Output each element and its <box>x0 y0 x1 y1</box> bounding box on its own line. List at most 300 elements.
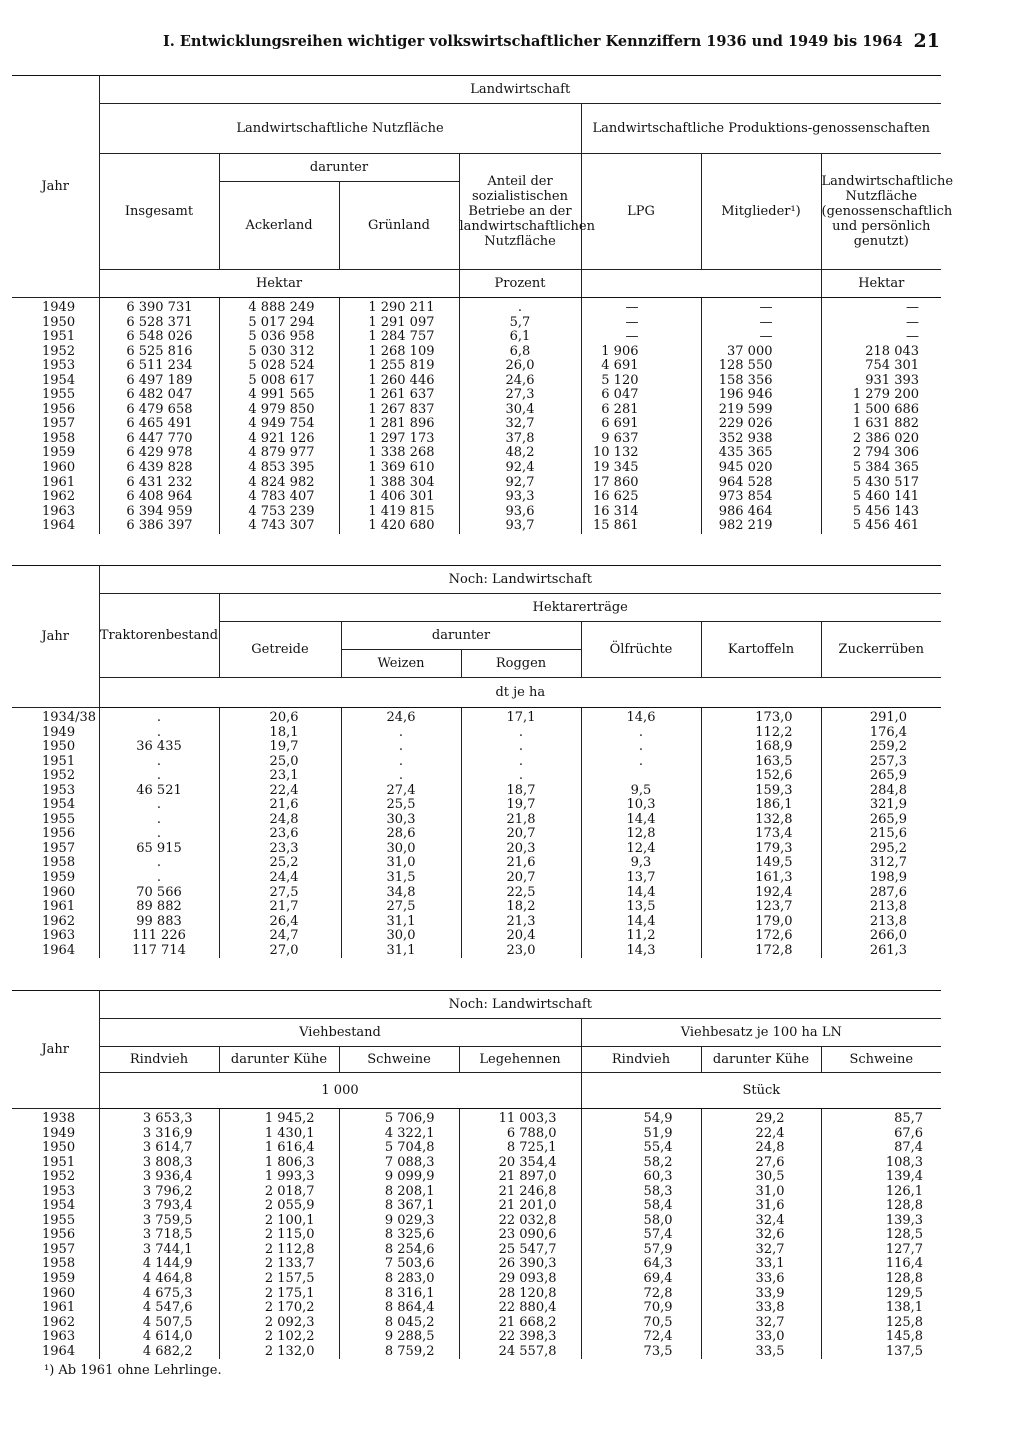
table-row <box>12 1185 941 1200</box>
table-cell: 5 430 517 <box>821 476 941 491</box>
row-year: 1950 <box>42 739 76 755</box>
table-cell: 179,3 <box>701 842 821 857</box>
row-year: 1960 <box>42 1285 76 1301</box>
table-cell: 1 993,3 <box>219 1170 339 1185</box>
table-cell: 18,7 <box>461 784 581 799</box>
table-cell: 19 345 <box>581 461 701 476</box>
table-cell: 25,5 <box>341 798 461 813</box>
table-cell: 93,7 <box>459 519 581 534</box>
table-cell: 20 354,4 <box>459 1156 581 1171</box>
table-cell: 16 625 <box>581 490 701 505</box>
row-year: 1956 <box>42 1227 76 1243</box>
unit-stueck: Stück <box>581 1073 941 1109</box>
col-kuehe-besatz: darunter Kühe <box>701 1047 821 1073</box>
table-cell: 21 897,0 <box>459 1170 581 1185</box>
table-cell: 3 653,3 <box>99 1109 219 1127</box>
col-gruenland: Grünland <box>339 182 459 270</box>
table-cell: 4 547,6 <box>99 1301 219 1316</box>
table-cell: 152,6 <box>701 769 821 784</box>
table-row <box>12 929 941 944</box>
table-row <box>12 1345 941 1360</box>
row-year: 1962 <box>42 489 76 505</box>
table-cell: 265,9 <box>821 813 941 828</box>
table-cell: 92,7 <box>459 476 581 491</box>
table-cell: 986 464 <box>701 505 821 520</box>
table-cell: 8 283,0 <box>339 1272 459 1287</box>
table-cell: 6 482 047 <box>99 388 219 403</box>
table-cell: 21 668,2 <box>459 1316 581 1331</box>
table-row <box>12 915 941 930</box>
table-cell: 6 429 978 <box>99 446 219 461</box>
table-cell: 24,6 <box>341 708 461 726</box>
table-cell: 72,4 <box>581 1330 701 1345</box>
table-cell: 27,5 <box>219 886 341 901</box>
table-cell: 55,4 <box>581 1141 701 1156</box>
table-cell: 30,0 <box>341 842 461 857</box>
table-cell: 8 864,4 <box>339 1301 459 1316</box>
table-cell: 3 796,2 <box>99 1185 219 1200</box>
table-cell: 26,0 <box>459 359 581 374</box>
table-cell: 163,5 <box>701 755 821 770</box>
table-cell: 4 753 239 <box>219 505 339 520</box>
table-cell: 145,8 <box>821 1330 941 1345</box>
table-cell: 21,6 <box>219 798 341 813</box>
group-header: Noch: Landwirtschaft <box>99 991 941 1019</box>
row-year: 1958 <box>42 855 76 871</box>
table-row <box>12 1301 941 1316</box>
table-cell: 31,0 <box>701 1185 821 1200</box>
col-weizen: Weizen <box>341 650 461 678</box>
table-cell: 137,5 <box>821 1345 941 1360</box>
table-cell: 1 806,3 <box>219 1156 339 1171</box>
table-cell: 4 691 <box>581 359 701 374</box>
unit-prozent: Prozent <box>459 270 581 298</box>
table-cell: 108,3 <box>821 1156 941 1171</box>
table-cell: 945 020 <box>701 461 821 476</box>
subgroup-nutzflaeche: Landwirtschaftliche Nutzfläche <box>99 104 581 154</box>
table-cell: — <box>821 316 941 331</box>
table-row <box>12 1272 941 1287</box>
table-cell: . <box>99 827 219 842</box>
table-cell: 1 268 109 <box>339 345 459 360</box>
row-year: 1954 <box>42 1198 76 1214</box>
table-cell: . <box>99 755 219 770</box>
table-cell: 57,9 <box>581 1243 701 1258</box>
table-cell: 159,3 <box>701 784 821 799</box>
table-cell: 24,8 <box>701 1141 821 1156</box>
row-year: 1953 <box>42 1183 76 1199</box>
row-year: 1962 <box>42 913 76 929</box>
table-row <box>12 900 941 915</box>
table-cell: 21,8 <box>461 813 581 828</box>
row-year: 1963 <box>42 928 76 944</box>
table-cell: 5 460 141 <box>821 490 941 505</box>
row-year: 1963 <box>42 503 76 519</box>
table-cell: 32,7 <box>701 1316 821 1331</box>
row-year: 1949 <box>42 300 76 315</box>
table-row <box>12 432 941 447</box>
table-row <box>12 505 941 520</box>
table-cell: 23,3 <box>219 842 341 857</box>
table-cell: . <box>581 755 701 770</box>
table-cell: 5 120 <box>581 374 701 389</box>
table-cell: 6 408 964 <box>99 490 219 505</box>
table-cell: — <box>701 330 821 345</box>
table-cell: 31,5 <box>341 871 461 886</box>
table-row <box>12 740 941 755</box>
table-cell: 3 316,9 <box>99 1127 219 1142</box>
table-cell: 8 254,6 <box>339 1243 459 1258</box>
table-cell: 117 714 <box>99 944 219 959</box>
table-cell: 1 338 268 <box>339 446 459 461</box>
table-body <box>12 708 941 959</box>
row-year: 1957 <box>42 840 76 856</box>
table-cell: 215,6 <box>821 827 941 842</box>
table-cell: 25 547,7 <box>459 1243 581 1258</box>
table-cell: 161,3 <box>701 871 821 886</box>
table-cell: 123,7 <box>701 900 821 915</box>
table-cell: 125,8 <box>821 1316 941 1331</box>
table-hektarertraege <box>12 565 941 958</box>
table-cell: 9 288,5 <box>339 1330 459 1345</box>
table-cell: . <box>461 726 581 741</box>
row-year: 1958 <box>42 1256 76 1272</box>
table-cell: 22 398,3 <box>459 1330 581 1345</box>
row-year: 1951 <box>42 1154 76 1170</box>
table-cell: 2 055,9 <box>219 1199 339 1214</box>
table-cell: 3 808,3 <box>99 1156 219 1171</box>
table-cell: 1 419 815 <box>339 505 459 520</box>
table-cell: 266,0 <box>821 929 941 944</box>
table-cell: 22 032,8 <box>459 1214 581 1229</box>
row-year: 1963 <box>42 1329 76 1345</box>
table-cell: 6 281 <box>581 403 701 418</box>
table-cell: 6 497 189 <box>99 374 219 389</box>
col-rindvieh-besatz: Rindvieh <box>581 1047 701 1073</box>
table-cell: 3 744,1 <box>99 1243 219 1258</box>
table-cell: 20,4 <box>461 929 581 944</box>
table-cell: 128,5 <box>821 1228 941 1243</box>
footnote: ¹) Ab 1961 ohne Lehrlinge. <box>44 1363 222 1378</box>
row-year: 1962 <box>42 1314 76 1330</box>
table-cell: 54,9 <box>581 1109 701 1127</box>
table-cell: 257,3 <box>821 755 941 770</box>
table-cell: 26,4 <box>219 915 341 930</box>
table-row <box>12 1316 941 1331</box>
table-row <box>12 813 941 828</box>
row-year: 1960 <box>42 460 76 476</box>
row-year: 1959 <box>42 870 76 886</box>
table-cell: 20,6 <box>219 708 341 726</box>
subgroup-viehbestand: Viehbestand <box>99 1019 581 1047</box>
col-darunter: darunter <box>341 622 581 650</box>
table-cell: 27,5 <box>341 900 461 915</box>
table-cell: 1 420 680 <box>339 519 459 534</box>
table-cell: 18,2 <box>461 900 581 915</box>
row-year: 1934/38 <box>42 710 97 725</box>
table-cell: 24 557,8 <box>459 1345 581 1360</box>
col-lnf-genossenschaftlich: Landwirtschaftliche Nutzfläche (genossenschaftlich und persönlich genutzt) <box>821 154 941 270</box>
table-cell: 31,1 <box>341 915 461 930</box>
table-cell: 435 365 <box>701 446 821 461</box>
table-cell: 295,2 <box>821 842 941 857</box>
table-cell: 173,0 <box>701 708 821 726</box>
table-cell: 5 456 461 <box>821 519 941 534</box>
table-cell: 1 255 819 <box>339 359 459 374</box>
table-cell: . <box>459 298 581 316</box>
table-cell: 3 759,5 <box>99 1214 219 1229</box>
table-row <box>12 403 941 418</box>
row-year: 1953 <box>42 358 76 374</box>
table-cell: 2 133,7 <box>219 1257 339 1272</box>
table-row <box>12 1228 941 1243</box>
table-row <box>12 1214 941 1229</box>
table-cell: 1 291 097 <box>339 316 459 331</box>
table-cell: 31,1 <box>341 944 461 959</box>
table-cell: 128,8 <box>821 1272 941 1287</box>
table-cell: . <box>99 708 219 726</box>
row-year: 1954 <box>42 372 76 388</box>
group-header: Noch: Landwirtschaft <box>99 566 941 594</box>
col-anteil: Anteil der sozialistischen Betriebe an der landwirtschaftlichen Nutzfläche <box>459 154 581 270</box>
col-roggen: Roggen <box>461 650 581 678</box>
table-cell <box>581 769 701 784</box>
row-year: 1960 <box>42 884 76 900</box>
table-cell: 2 115,0 <box>219 1228 339 1243</box>
table-cell: 93,6 <box>459 505 581 520</box>
table-cell: 85,7 <box>821 1109 941 1127</box>
table-cell: 128 550 <box>701 359 821 374</box>
table-cell: 10,3 <box>581 798 701 813</box>
table-cell: 6 390 731 <box>99 298 219 316</box>
table-cell: 51,9 <box>581 1127 701 1142</box>
table-cell: 6 047 <box>581 388 701 403</box>
col-mitglieder: Mitglieder¹) <box>701 154 821 270</box>
table-row <box>12 374 941 389</box>
table-cell: 33,0 <box>701 1330 821 1345</box>
table-cell: 64,3 <box>581 1257 701 1272</box>
table-landwirtschaft-nutzflaeche <box>12 75 954 534</box>
table-cell: 8 367,1 <box>339 1199 459 1214</box>
col-getreide: Getreide <box>219 622 341 678</box>
table-cell: 4 322,1 <box>339 1127 459 1142</box>
table-cell: 5 384 365 <box>821 461 941 476</box>
table-body <box>12 1109 941 1360</box>
row-year: 1954 <box>42 797 76 813</box>
table-cell: . <box>99 871 219 886</box>
table-cell: 27,3 <box>459 388 581 403</box>
table-row <box>12 490 941 505</box>
table-cell: 92,4 <box>459 461 581 476</box>
table-cell: 37 000 <box>701 345 821 360</box>
table-cell: 46 521 <box>99 784 219 799</box>
unit-blank <box>581 270 821 298</box>
table-cell: 158 356 <box>701 374 821 389</box>
table-cell: 65 915 <box>99 842 219 857</box>
table-cell: 2 092,3 <box>219 1316 339 1331</box>
col-rindvieh: Rindvieh <box>99 1047 219 1073</box>
table-cell: 30,5 <box>701 1170 821 1185</box>
col-zuckerrueben: Zuckerrüben <box>821 622 941 678</box>
group-header: Landwirtschaft <box>99 76 941 104</box>
table-cell: 58,3 <box>581 1185 701 1200</box>
table-cell: 9,5 <box>581 784 701 799</box>
table-cell: 6 788,0 <box>459 1127 581 1142</box>
table-cell: 1 906 <box>581 345 701 360</box>
table-cell: 6 525 816 <box>99 345 219 360</box>
table-cell: 179,0 <box>701 915 821 930</box>
table-cell: 89 882 <box>99 900 219 915</box>
table-cell: 1 406 301 <box>339 490 459 505</box>
table-cell: 3 936,4 <box>99 1170 219 1185</box>
table-cell: 6 511 234 <box>99 359 219 374</box>
table-cell: 6 439 828 <box>99 461 219 476</box>
table-cell: 1 616,4 <box>219 1141 339 1156</box>
table-cell: 5 036 958 <box>219 330 339 345</box>
table-cell: 99 883 <box>99 915 219 930</box>
table-cell: 931 393 <box>821 374 941 389</box>
table-cell: 4 949 754 <box>219 417 339 432</box>
table-cell: 14,3 <box>581 944 701 959</box>
col-schweine-besatz: Schweine <box>821 1047 941 1073</box>
table-cell: 27,0 <box>219 944 341 959</box>
table-cell: 138,1 <box>821 1301 941 1316</box>
table-cell: 6 548 026 <box>99 330 219 345</box>
table-cell: 23,0 <box>461 944 581 959</box>
table-cell: 5 028 524 <box>219 359 339 374</box>
row-year: 1956 <box>42 826 76 842</box>
table-viehbestand <box>12 990 941 1359</box>
table-cell: 13,7 <box>581 871 701 886</box>
col-jahr: Jahr <box>12 566 99 708</box>
table-cell: . <box>341 740 461 755</box>
table-cell: 4 144,9 <box>99 1257 219 1272</box>
table-cell: 4 464,8 <box>99 1272 219 1287</box>
table-row <box>12 1156 941 1171</box>
table-cell: 3 718,5 <box>99 1228 219 1243</box>
table-cell: 1 261 637 <box>339 388 459 403</box>
table-cell: 973 854 <box>701 490 821 505</box>
row-year: 1964 <box>42 518 76 534</box>
table-cell: 24,4 <box>219 871 341 886</box>
table-row <box>12 316 941 331</box>
table-cell: 321,9 <box>821 798 941 813</box>
table-cell: 229 026 <box>701 417 821 432</box>
table-row <box>12 798 941 813</box>
table-cell: 129,5 <box>821 1287 941 1302</box>
table-cell: 112,2 <box>701 726 821 741</box>
table-cell: — <box>701 316 821 331</box>
table-row <box>12 330 941 345</box>
table-cell: 149,5 <box>701 856 821 871</box>
table-cell: 4 921 126 <box>219 432 339 447</box>
table-cell: 2 112,8 <box>219 1243 339 1258</box>
table-cell: 22,4 <box>701 1127 821 1142</box>
table-cell: 21 201,0 <box>459 1199 581 1214</box>
row-year: 1953 <box>42 782 76 798</box>
col-jahr: Jahr <box>12 991 99 1109</box>
table-cell: 4 675,3 <box>99 1287 219 1302</box>
row-year: 1964 <box>42 942 76 958</box>
table-cell: 4 682,2 <box>99 1345 219 1360</box>
row-year: 1949 <box>42 1125 76 1141</box>
table-row <box>12 359 941 374</box>
table-cell: 6 386 397 <box>99 519 219 534</box>
table-cell: 3 614,7 <box>99 1141 219 1156</box>
page-title: I. Entwicklungsreihen wichtiger volkswirtschaftlicher Kennziffern 1936 und 1949 bis 1964 <box>163 33 903 50</box>
row-year: 1961 <box>42 1300 76 1316</box>
row-year: 1959 <box>42 445 76 461</box>
table-row <box>12 827 941 842</box>
table-cell: 1 631 882 <box>821 417 941 432</box>
table-cell: 15 861 <box>581 519 701 534</box>
table-cell: 8 208,1 <box>339 1185 459 1200</box>
table-cell: 21,7 <box>219 900 341 915</box>
table-cell: 8 316,1 <box>339 1287 459 1302</box>
unit-1000: 1 000 <box>99 1073 581 1109</box>
table-body <box>12 298 941 534</box>
table-row <box>12 1199 941 1214</box>
table-cell: 58,4 <box>581 1199 701 1214</box>
table-row <box>12 388 941 403</box>
table-cell: 87,4 <box>821 1141 941 1156</box>
table-cell: 20,7 <box>461 871 581 886</box>
table-cell: 1 945,2 <box>219 1109 339 1127</box>
table-cell: 23 090,6 <box>459 1228 581 1243</box>
table-cell: 4 614,0 <box>99 1330 219 1345</box>
table-cell: 5 704,8 <box>339 1141 459 1156</box>
row-year: 1959 <box>42 1271 76 1287</box>
table-cell: 116,4 <box>821 1257 941 1272</box>
table-row <box>12 1127 941 1142</box>
row-year: 1957 <box>42 1241 76 1257</box>
table-cell: 16 314 <box>581 505 701 520</box>
col-darunter: darunter <box>219 154 459 182</box>
table-cell: 218 043 <box>821 345 941 360</box>
table-row <box>12 1287 941 1302</box>
table-cell: 1 290 211 <box>339 298 459 316</box>
table-cell: 213,8 <box>821 915 941 930</box>
table-cell: . <box>341 726 461 741</box>
table-cell: 1 430,1 <box>219 1127 339 1142</box>
row-year: 1951 <box>42 329 76 345</box>
table-cell: 14,4 <box>581 915 701 930</box>
table-cell: 5 456 143 <box>821 505 941 520</box>
table-cell: 5 017 294 <box>219 316 339 331</box>
row-year: 1958 <box>42 430 76 446</box>
table-cell: . <box>581 726 701 741</box>
table-cell: 982 219 <box>701 519 821 534</box>
table-cell: 186,1 <box>701 798 821 813</box>
table-cell: 4 888 249 <box>219 298 339 316</box>
table-cell: 4 991 565 <box>219 388 339 403</box>
table-cell: 5 706,9 <box>339 1109 459 1127</box>
table-row <box>12 417 941 432</box>
table-cell: 22,5 <box>461 886 581 901</box>
table-cell: — <box>581 330 701 345</box>
col-traktorenbestand: Traktorenbestand <box>99 594 219 678</box>
row-year: 1956 <box>42 401 76 417</box>
table-cell: 1 388 304 <box>339 476 459 491</box>
table-cell: 284,8 <box>821 784 941 799</box>
table-cell: 21,3 <box>461 915 581 930</box>
table-cell: 6 447 770 <box>99 432 219 447</box>
table-cell: 1 279 200 <box>821 388 941 403</box>
table-cell: 265,9 <box>821 769 941 784</box>
table-cell: . <box>581 740 701 755</box>
table-cell: 33,6 <box>701 1272 821 1287</box>
table-cell: 32,7 <box>701 1243 821 1258</box>
